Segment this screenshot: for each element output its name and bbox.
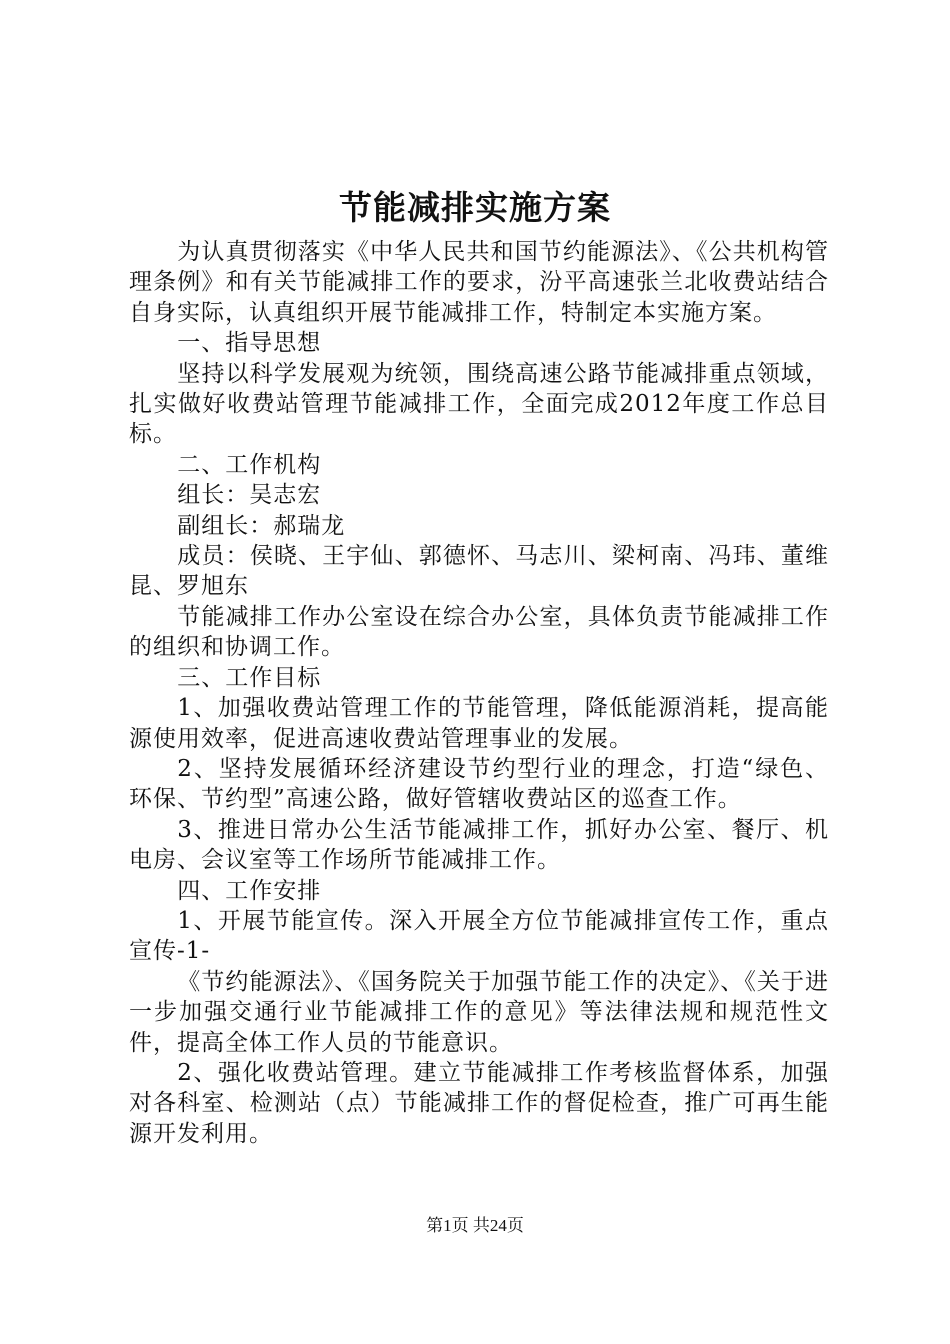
- body-paragraph: 节能减排工作办公室设在综合办公室，具体负责节能减排工作的组织和协调工作。: [129, 603, 829, 661]
- deputy-leader-line: 副组长：郝瑞龙: [177, 512, 346, 539]
- body-paragraph: 坚持以科学发展观为统领，围绕高速公路节能减排重点领域，扎实做好收费站管理节能减排工作，全面完成2012年度工作总目标。: [129, 360, 829, 448]
- arrangement-item: 1、开展节能宣传。深入开展全方位节能减排宣传工作，重点宣传-1-: [129, 907, 829, 965]
- goal-item: 3、推进日常办公生活节能减排工作，抓好办公室、餐厅、机电房、会议室等工作场所节能减排工作。: [129, 816, 829, 874]
- section-heading-organization: 二、工作机构: [177, 451, 322, 478]
- document-title: 节能减排实施方案: [339, 188, 611, 227]
- team-leader-line: 组长：吴志宏: [177, 482, 322, 509]
- goal-item: 2、坚持发展循环经济建设节约型行业的理念，打造“绿色、环保、节约型”高速公路，做好管辖收费站区的巡查工作。: [129, 755, 829, 813]
- page-number-footer: 第1页 共24页: [426, 1216, 524, 1235]
- goal-item: 1、加强收费站管理工作的节能管理，降低能源消耗，提高能源使用效率，促进高速收费站管理事业的发展。: [129, 695, 829, 752]
- arrangement-item: 2、强化收费站管理。建立节能减排工作考核监督体系，加强对各科室、检测站（点）节能减排工作的督促检查，推广可再生能源开发利用。: [129, 1059, 829, 1147]
- body-paragraph: 《节约能源法》、《国务院关于加强节能工作的决定》、《关于进一步加强交通行业节能减排工作的意见》等法律法规和规范性文件，提高全体工作人员的节能意识。: [129, 968, 829, 1056]
- members-line: 成员：侯晓、王宇仙、郭德怀、马志川、梁柯南、冯玮、董维昆、罗旭东: [129, 543, 829, 600]
- section-heading-guiding-ideology: 一、指导思想: [177, 330, 322, 357]
- document-body: [129, 237, 829, 1149]
- intro-paragraph: 为认真贯彻落实《中华人民共和国节约能源法》、《公共机构管理条例》和有关节能减排工作的要求，汾平高速张兰北收费站结合自身实际，认真组织开展节能减排工作，特制定本实施方案。: [129, 239, 829, 326]
- section-heading-arrangements: 四、工作安排: [177, 877, 322, 904]
- section-heading-goals: 三、工作目标: [177, 664, 322, 691]
